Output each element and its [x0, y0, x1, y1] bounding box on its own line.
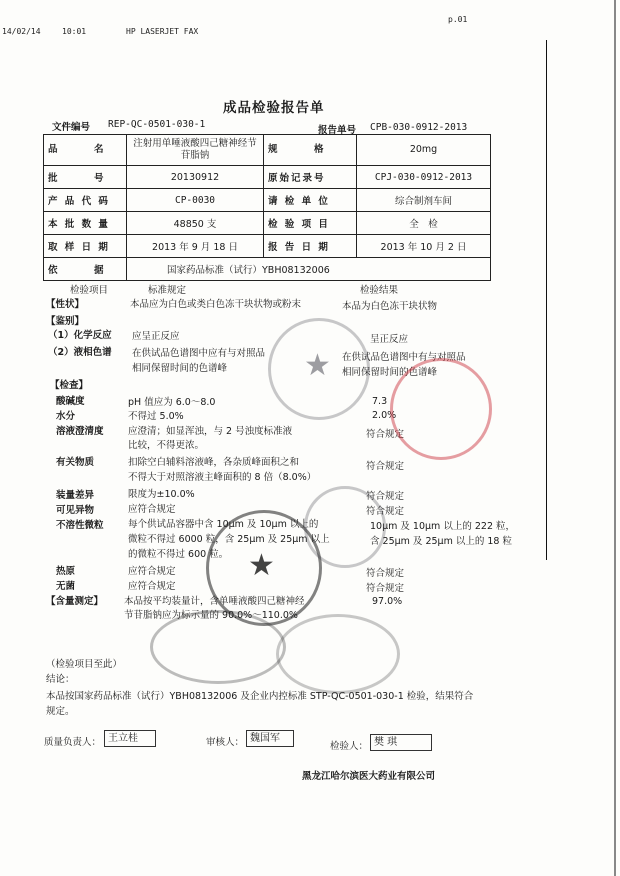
seal-star-icon: ★ [304, 348, 331, 383]
test-items-value: 全 检 [357, 212, 491, 235]
ph-standard: pH 值应为 6.0～8.0 [128, 397, 216, 408]
related-result: 符合规定 [366, 461, 405, 472]
sterility-standard: 应符合规定 [128, 581, 176, 592]
check-label: 【检查】 [50, 380, 89, 391]
hplc-standard-1: 在供试品色谱图中应有与对照品 [132, 348, 266, 359]
qa-label: 质量负责人： [44, 737, 102, 748]
report-date-value: 2013 年 10 月 2 日 [357, 235, 491, 258]
product-code-value: CP-0030 [127, 189, 264, 212]
clarity-standard-2: 比较，不得更浓。 [128, 440, 205, 451]
reviewer-signature: 魏国军 [246, 730, 294, 747]
particle-standard-1: 每个供试品容器中含 10μm 及 10μm 以上的 [128, 519, 319, 530]
file-no-value: REP-QC-0501-030-1 [108, 119, 206, 130]
assay-standard-1: 本品按平均装量计，含单唾液酸四己糖神经 [124, 596, 305, 607]
scan-edge-line [546, 40, 547, 560]
oval-seal-stamp [150, 610, 286, 684]
pyrogen-standard: 应符合规定 [128, 566, 176, 577]
company-name: 黑龙江哈尔滨医大药业有限公司 [302, 771, 436, 782]
fill-result: 符合规定 [366, 491, 405, 502]
reviewer-label: 审核人： [206, 737, 245, 748]
batch-value: 20130912 [127, 166, 264, 189]
request-unit-value: 综合制剂车间 [357, 189, 491, 212]
hplc-label: （2）液相色谱 [48, 347, 112, 358]
ph-result: 7.3 [372, 396, 388, 407]
fill-label: 装量差异 [56, 490, 95, 501]
qa-signature: 王立桂 [104, 730, 156, 747]
report-date-label: 报 告 日 期 [264, 235, 357, 258]
visible-label: 可见异物 [56, 505, 95, 516]
conclusion-line-1: 本品按国家药品标准（试行）YBH08132006 及企业内控标准 STP-QC-0501-030-1 检验，结果符合 [46, 691, 474, 702]
orig-record-label: 原始记录号 [264, 166, 357, 189]
clarity-result: 符合规定 [366, 429, 405, 440]
product-name-label: 品 名 [44, 135, 127, 166]
related-standard-2: 不得大于对照溶液主峰面积的 8 倍（8.0%） [128, 472, 317, 483]
sample-date-value: 2013 年 9 月 18 日 [127, 235, 264, 258]
conclusion-label: 结论： [46, 674, 75, 685]
ph-label: 酸碱度 [56, 396, 85, 407]
fax-device: HP LASERJET FAX [126, 27, 199, 36]
particle-result-1: 10μm 及 10μm 以上的 222 粒， [370, 521, 516, 532]
batch-label: 批 号 [44, 166, 127, 189]
product-name-value: 注射用单唾液酸四己糖神经节苷脂钠 [127, 135, 264, 166]
header-standard: 标准规定 [148, 285, 187, 296]
inspector-signature: 樊 琪 [370, 734, 432, 751]
assay-standard-2: 节苷脂钠应为标示量的 90.0%～110.0% [124, 610, 298, 621]
document-title: 成品检验报告单 [223, 100, 325, 116]
particle-standard-3: 的微粒不得过 600 粒。 [128, 549, 229, 560]
fax-time: 10:01 [62, 27, 87, 36]
sterility-label: 无菌 [56, 581, 76, 592]
pyrogen-label: 热原 [56, 566, 76, 577]
basis-value: 国家药品标准（试行）YBH08132006 [127, 258, 491, 281]
hplc-standard-2: 相同保留时间的色谱峰 [132, 363, 228, 374]
fax-page: p.01 [448, 15, 468, 24]
header-result: 检验结果 [360, 285, 399, 296]
assay-label: 【含量测定】 [46, 596, 104, 607]
appearance-result: 本品为白色冻干块状物 [342, 301, 438, 312]
inspector-label: 检验人： [330, 741, 369, 752]
hplc-result-2: 相同保留时间的色谱峰 [342, 367, 438, 378]
identification-label: 【鉴别】 [46, 316, 85, 327]
scan-edge-line [614, 0, 616, 876]
fax-date: 14/02/14 [2, 27, 41, 36]
visible-standard: 应符合规定 [128, 504, 176, 515]
seal-star-icon: ★ [248, 548, 275, 583]
spec-value: 20mg [357, 135, 491, 166]
clarity-standard-1: 应澄清；如显浑浊，与 2 号浊度标准液 [128, 426, 293, 437]
info-table [43, 134, 491, 281]
particle-label: 不溶性微粒 [56, 520, 104, 531]
clarity-label: 溶液澄清度 [56, 426, 104, 437]
chem-label: （1）化学反应 [48, 330, 112, 341]
header-item: 检验项目 [70, 285, 109, 296]
product-code-label: 产 品 代 码 [44, 189, 127, 212]
sample-date-label: 取 样 日 期 [44, 235, 127, 258]
batch-qty-value: 48850 支 [127, 212, 264, 235]
particle-result-2: 含 25μm 及 25μm 以上的 18 粒 [370, 536, 512, 547]
hplc-result-1: 在供试品色谱图中有与对照品 [342, 352, 466, 363]
batch-qty-label: 本 批 数 量 [44, 212, 127, 235]
chem-standard: 应呈正反应 [132, 331, 180, 342]
assay-result: 97.0% [372, 596, 403, 607]
basis-label: 依 据 [44, 258, 127, 281]
oval-seal-stamp [276, 614, 400, 694]
request-unit-label: 请 检 单 位 [264, 189, 357, 212]
appearance-standard: 本品应为白色或类白色冻干块状物或粉末 [130, 299, 302, 310]
related-standard-1: 扣除空白辅料溶液峰，各杂质峰面积之和 [128, 457, 300, 468]
orig-record-value: CPJ-030-0912-2013 [357, 166, 491, 189]
conclusion-line-2: 规定。 [46, 706, 75, 717]
report-no-label: 报告单号 [318, 125, 357, 136]
pyrogen-result: 符合规定 [366, 568, 405, 579]
water-label: 水分 [56, 411, 76, 422]
water-result: 2.0% [372, 410, 397, 421]
file-no-label: 文件编号 [52, 122, 91, 133]
test-items-label: 检 验 项 目 [264, 212, 357, 235]
fill-standard: 限度为±10.0% [128, 489, 195, 500]
related-label: 有关物质 [56, 457, 95, 468]
spec-label: 规 格 [264, 135, 357, 166]
sterility-result: 符合规定 [366, 583, 405, 594]
chem-result: 呈正反应 [370, 334, 409, 345]
water-standard: 不得过 5.0% [128, 411, 184, 422]
visible-result: 符合规定 [366, 506, 405, 517]
report-no-value: CPB-030-0912-2013 [370, 122, 468, 133]
particle-standard-2: 微粒不得过 6000 粒，含 25μm 及 25μm 以上 [128, 534, 330, 545]
end-note: （检验项目至此） [46, 659, 123, 670]
appearance-label: 【性状】 [46, 299, 85, 310]
